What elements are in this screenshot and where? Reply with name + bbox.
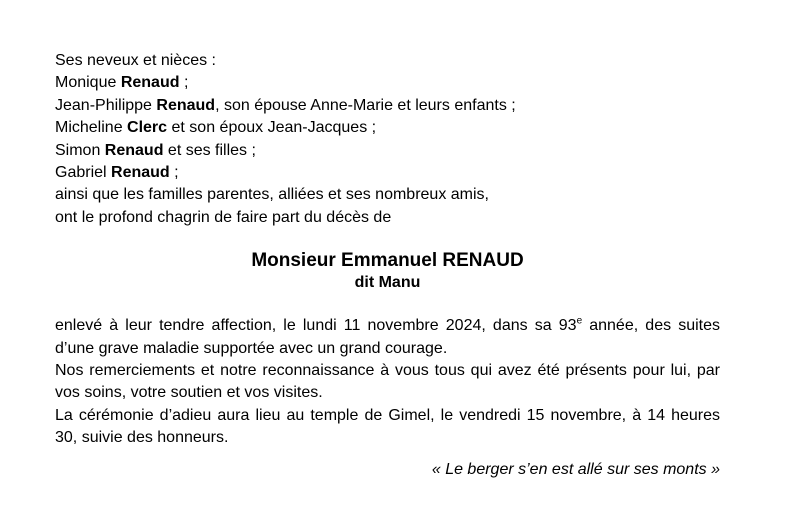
relative-line [55,117,720,139]
relative-firstname: Monique [55,74,121,92]
relative-suffix: et son époux Jean-Jacques ; [167,119,377,137]
relative-firstname: Jean-Philippe [55,96,157,114]
paragraph-text: enlevé à leur tendre affection, le lundi 11 novembre 2024, dans sa 93 [55,317,577,335]
relative-line [55,72,720,94]
intro-line-announcement [55,207,720,229]
relative-suffix: et ses filles ; [163,141,256,159]
relative-surname: Renaud [156,96,216,114]
relative-line [55,162,720,184]
deceased-name: Monsieur Emmanuel RENAUD [251,250,524,272]
paragraph-ceremony: La cérémonie d’adieu aura lieu au temple de Gimel, le vendredi 15 novembre, à 14 heures 30, suivie des honneurs. [55,406,720,447]
intro-line-families [55,184,720,206]
intro-line-text: ainsi que les familles parentes, alliées et ses nombreux amis, [55,186,489,204]
intro-line-heading [55,50,720,72]
relative-suffix: ; [169,164,179,182]
relative-line [55,140,720,162]
relative-surname: Renaud [104,141,164,159]
relatives-list [55,50,720,229]
relative-surname: Clerc [127,119,168,137]
paragraph-death-details [55,315,720,360]
deceased-title-block [55,249,720,293]
relative-line [55,95,720,117]
relative-suffix: , son épouse Anne-Marie et leurs enfants ; [215,96,516,114]
closing-quote: « Le berger s’en est allé sur ses monts » [431,460,720,478]
relative-firstname: Micheline [55,119,128,137]
ordinal-superscript: e [576,315,583,327]
intro-line-text: Ses neveux et nièces : [55,52,216,69]
paragraph-thanks: Nos remerciements et notre reconnaissance à vous tous qui avez été présents pour lui, par vos soins, votre soutien et vos visites. [55,362,720,402]
relative-surname: Renaud [111,164,170,182]
deceased-nickname: dit Manu [354,274,421,292]
notice-body [55,315,720,449]
intro-line-text: ont le profond chagrin de faire part du décès de [55,208,392,226]
relative-firstname: Gabriel [55,164,112,182]
paragraph-text: année, des suites d’une grave maladie supportée avec un grand courage. [55,317,720,357]
relative-surname: Renaud [120,74,180,92]
relative-suffix: ; [179,74,189,92]
relative-firstname: Simon [55,141,105,159]
